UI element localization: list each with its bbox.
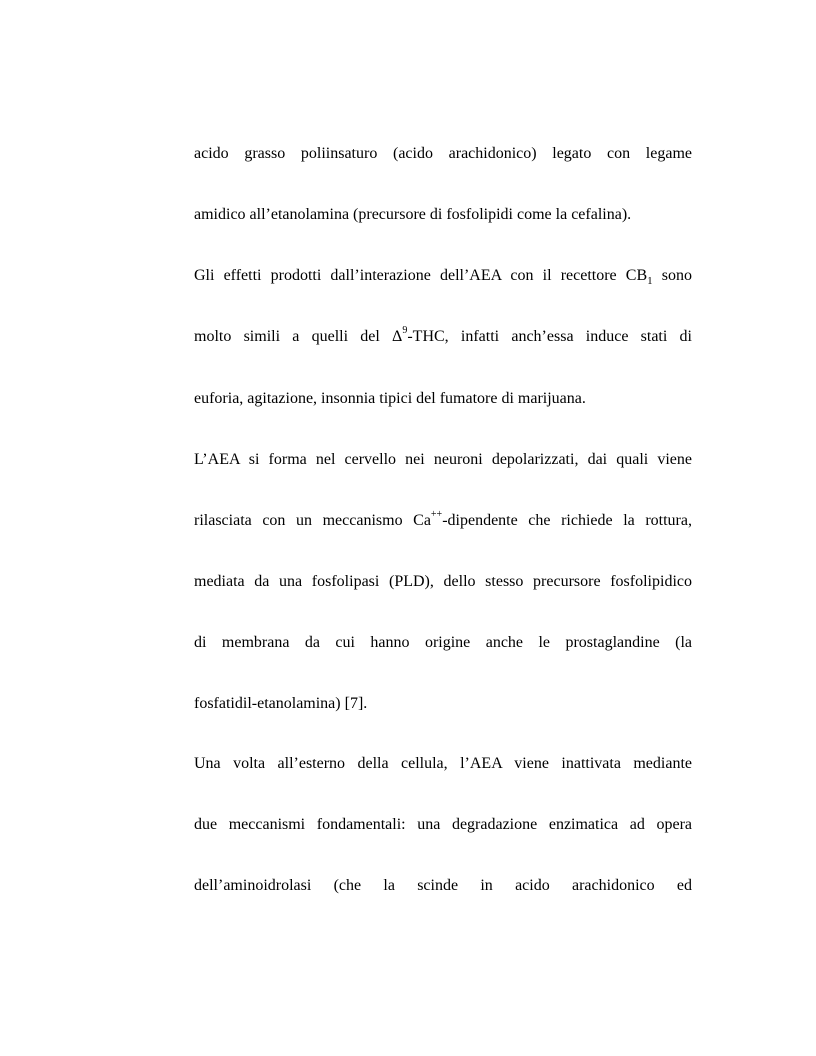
text-segment: -THC, infatti anch’essa induce stati di	[407, 328, 692, 345]
text-segment: sono	[652, 267, 693, 284]
text-segment: -dipendente che richiede la rottura,	[442, 512, 692, 529]
paragraph-line: euforia, agitazione, insonnia tipici del fumatore di marijuana.	[194, 390, 586, 407]
text-segment: Gli effetti prodotti dall’interazione dell’AEA con il recettore CB	[194, 267, 648, 284]
paragraph-line	[194, 266, 692, 286]
text-segment: rilasciata con un meccanismo Ca	[194, 512, 431, 529]
paragraph-line: fosfatidil-etanolamina) [7].	[194, 695, 368, 712]
paragraph-line: mediata da una fosfolipasi (PLD), dello stesso precursore fosfolipidico	[194, 573, 692, 590]
paragraph-line: acido grasso poliinsaturo (acido arachidonico) legato con legame	[194, 145, 692, 162]
text-segment: molto simili a quelli del Δ	[194, 328, 403, 345]
paragraph-line	[194, 508, 692, 531]
paragraph-line: amidico all’etanolamina (precursore di fosfolipidi come la cefalina).	[194, 206, 632, 223]
paragraph-line: L’AEA si forma nel cervello nei neuroni depolarizzati, dai quali viene	[194, 451, 692, 468]
superscript: ++	[430, 508, 443, 520]
paragraph-line	[194, 324, 692, 347]
subscript: 1	[647, 275, 653, 288]
superscript: 9	[402, 324, 408, 336]
paragraph-line: dell’aminoidrolasi (che la scinde in acido arachidonico ed	[194, 877, 692, 894]
paragraph-line: Una volta all’esterno della cellula, l’AEA viene inattivata mediante	[194, 755, 692, 772]
paragraph-line: due meccanismi fondamentali: una degradazione enzimatica ad opera	[194, 816, 692, 833]
paragraph-line: di membrana da cui hanno origine anche le prostaglandine (la	[194, 634, 692, 651]
